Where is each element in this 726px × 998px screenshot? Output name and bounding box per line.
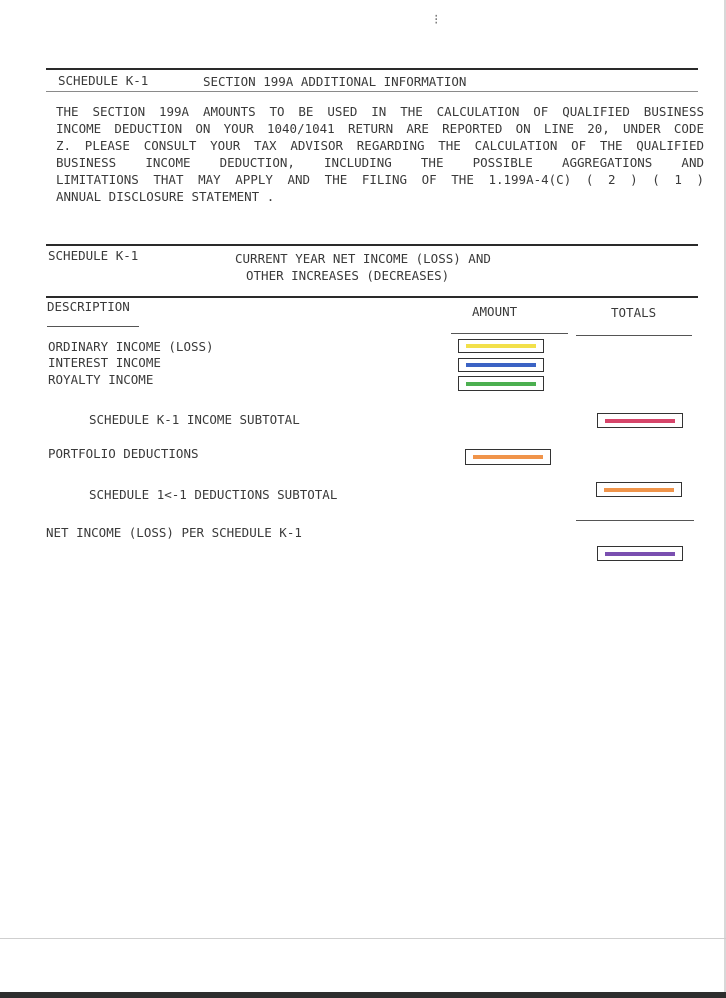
current-year-title-line1: CURRENT YEAR NET INCOME (LOSS) AND	[235, 251, 491, 266]
column-header-rule	[46, 296, 698, 298]
description-column-header: DESCRIPTION	[47, 299, 130, 314]
amount-column-header: AMOUNT	[472, 304, 518, 319]
section-199a-paragraph-line: THE SECTION 199A AMOUNTS TO BE USED IN THE CALCULATION OF QUALIFIED BUSINESS	[56, 104, 704, 119]
royalty-income-amount-redacted	[458, 376, 544, 391]
current-year-top-rule	[46, 244, 698, 246]
section-199a-header-rule	[46, 91, 698, 92]
current-year-schedule-label: SCHEDULE K-1	[48, 248, 139, 263]
totals-column-header: TOTALS	[611, 305, 657, 320]
section-199a-schedule-label: SCHEDULE K-1	[58, 73, 149, 88]
section-199a-paragraph-line: INCOME DEDUCTION ON YOUR 1040/1041 RETURN ARE REPORTED ON LINE 20, UNDER CODE	[56, 121, 704, 136]
portfolio-deductions-amount-redacted	[465, 449, 551, 465]
section-199a-top-rule	[46, 68, 698, 70]
income-subtotal-label: SCHEDULE K-1 INCOME SUBTOTAL	[89, 412, 300, 427]
totals-underline	[576, 335, 692, 336]
net-income-total-redacted	[597, 546, 683, 561]
portfolio-deductions-label: PORTFOLIO DEDUCTIONS	[48, 446, 199, 461]
interest-income-label: INTEREST INCOME	[48, 355, 161, 370]
description-underline	[47, 326, 139, 327]
ordinary-income-amount-redacted	[458, 339, 544, 353]
deductions-subtotal-label: SCHEDULE 1<-1 DEDUCTIONS SUBTOTAL	[89, 487, 338, 502]
ordinary-income-label: ORDINARY INCOME (LOSS)	[48, 339, 214, 354]
scan-mark: ⁝	[434, 12, 439, 28]
section-199a-paragraph-line: Z. PLEASE CONSULT YOUR TAX ADVISOR REGARDING THE CALCULATION OF THE QUALIFIED	[56, 138, 704, 153]
royalty-income-label: ROYALTY INCOME	[48, 372, 154, 387]
current-year-title-line2: OTHER INCREASES (DECREASES)	[246, 268, 450, 283]
section-199a-paragraph-line: LIMITATIONS THAT MAY APPLY AND THE FILING OF THE 1.199A-4(C) ( 2 ) ( 1 )	[56, 172, 704, 187]
net-income-total-rule	[576, 520, 694, 521]
section-199a-paragraph-line: ANNUAL DISCLOSURE STATEMENT .	[56, 189, 275, 204]
section-199a-paragraph-line: BUSINESS INCOME DEDUCTION, INCLUDING THE POSSIBLE AGGREGATIONS AND	[56, 155, 704, 170]
section-199a-title: SECTION 199A ADDITIONAL INFORMATION	[203, 74, 467, 89]
interest-income-amount-redacted	[458, 358, 544, 372]
income-subtotal-redacted	[597, 413, 683, 428]
deductions-subtotal-redacted	[596, 482, 682, 497]
net-income-label: NET INCOME (LOSS) PER SCHEDULE K-1	[46, 525, 302, 540]
scan-line	[0, 938, 726, 939]
amount-underline	[451, 333, 568, 334]
scan-bottom-band	[0, 992, 726, 998]
